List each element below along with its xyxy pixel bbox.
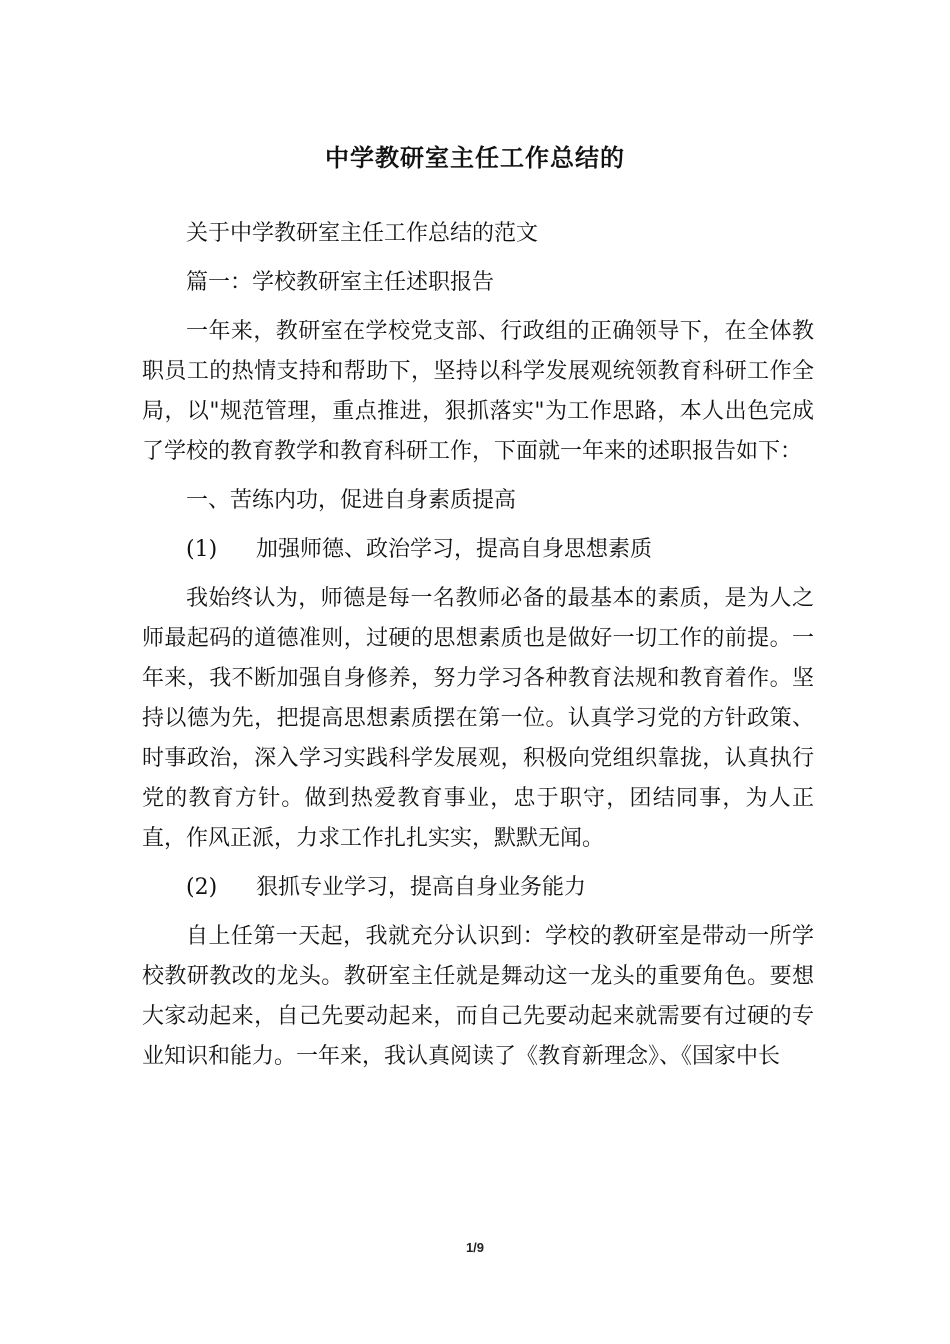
page-number: 1/9	[465, 1240, 485, 1255]
paragraph: 一年来，教研室在学校党支部、行政组的正确领导下，在全体教职员工的热情支持和帮助下，坚持以科学发展观统领教育科研工作全局，以"规范管理，重点推进，狠抓落实"为工作思路，本人出色完成了学校的教育教学和教育科研工作，下面就一年来的述职报告如下：	[142, 319, 814, 464]
paragraph: 自上任第一天起，我就充分认识到：学校的教研室是带动一所学校教研教改的龙头。教研室主任就是舞动这一龙头的重要角色。要想大家动起来，自己先要动起来，而自己先要动起来就需要有过硬的专业知识和能力。一年来，我认真阅读了《教育新理念》、《国家中长	[142, 924, 814, 1069]
section-heading: 一、苦练内功，促进自身素质提高	[186, 488, 517, 513]
paragraph: 我始终认为，师德是每一名教师必备的最基本的素质，是为人之师最起码的道德准则，过硬的思想素质也是做好一切工作的前提。一年来，我不断加强自身修养，努力学习各种教育法规和教育着作。坚持以德为先，把提高思想素质摆在第一位。认真学习党的方针政策、时事政治，深入学习实践科学发展观，积极向党组织靠拢，认真执行党的教育方针。做到热爱教育事业，忠于职守，团结同事，为人正直，作风正派，力求工作扎扎实实，默默无闻。	[142, 586, 814, 851]
paragraph: 篇一：学校教研室主任述职报告	[186, 270, 495, 295]
document-title: 中学教研室主任工作总结的	[325, 144, 625, 172]
subsection-number: (2)	[186, 875, 218, 900]
subsection-heading-1	[142, 530, 814, 570]
document-body	[142, 214, 814, 1086]
subsection-text: 加强师德、政治学习，提高自身思想素质	[256, 537, 653, 562]
subsection-heading-2	[142, 868, 814, 908]
paragraph: 关于中学教研室主任工作总结的范文	[186, 221, 539, 246]
subsection-number: (1)	[186, 537, 218, 562]
subsection-text: 狠抓专业学习，提高自身业务能力	[256, 875, 587, 900]
